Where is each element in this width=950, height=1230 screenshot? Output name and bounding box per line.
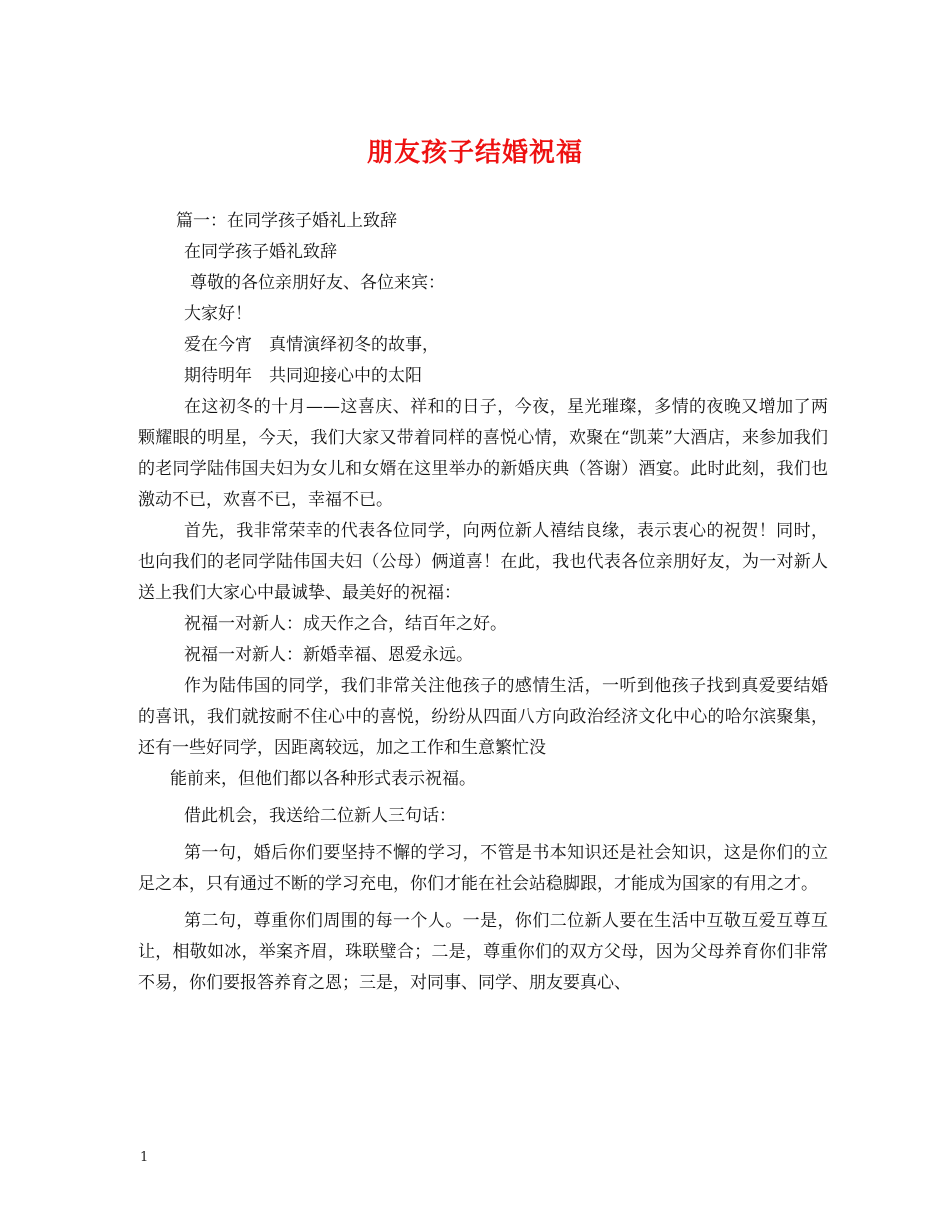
body-paragraph: 作为陆伟国的同学，我们非常关注他孩子的感情生活，一听到他孩子找到真爱要结婚的喜讯，我们就按耐不住心中的喜悦，纷纷从四面八方向政治经济文化中心的哈尔滨聚集，还有一些好同学，因距离较远，加之工作和生意繁忙没 <box>138 676 828 758</box>
document-body <box>138 206 828 999</box>
body-paragraph: 在这初冬的十月——这喜庆、祥和的日子，今夜，星光璀璨，多情的夜晚又增加了两颗耀眼的明星，今天，我们大家又带着同样的喜悦心情，欢聚在“凯莱”大酒店，来参加我们的老同学陆伟国夫妇为女儿和女婿在这里举办的新婚庆典（答谢）酒宴。此时此刻，我们也激动不已，欢喜不已，幸福不已。 <box>138 397 828 510</box>
document-title: 朋友孩子结婚祝福 <box>366 138 583 168</box>
body-paragraph: 首先，我非常荣幸的代表各位同学，向两位新人禧结良缘，表示衷心的祝贺！同时，也向我们的老同学陆伟国夫妇（公母）俩道喜！在此，我也代表各位亲朋好友，为一对新人送上我们大家心中最诚挚、最美好的祝福： <box>138 521 828 603</box>
salutation: 尊敬的各位亲朋好友、各位来宾： <box>190 273 445 293</box>
body-paragraph: 第二句，尊重你们周围的每一个人。一是，你们二位新人要在生活中互敬互爱互尊互让，相敬如冰，举案齐眉，珠联璧合；二是，尊重你们的双方父母，因为父母养育你们非常不易，你们要报答养育之恩；三是，对同事、同学、朋友要真心、 <box>138 911 828 993</box>
greeting: 大家好！ <box>184 304 252 324</box>
body-paragraph: 借此机会，我送给二位新人三句话： <box>184 806 456 826</box>
page-number: 1 <box>140 1150 149 1165</box>
speech-title: 在同学孩子婚礼致辞 <box>184 242 337 262</box>
section-heading: 篇一：在同学孩子婚礼上致辞 <box>176 211 397 231</box>
body-paragraph: 第一句，婚后你们要坚持不懈的学习，不管是书本知识还是社会知识，这是你们的立足之本，只有通过不断的学习充电，你们才能在社会站稳脚跟，才能成为国家的有用之才。 <box>138 843 828 894</box>
body-paragraph-continuation: 能前来，但他们都以各种形式表示祝福。 <box>170 769 476 789</box>
verse-line: 爱在今宵 真情演绎初冬的故事， <box>184 335 439 355</box>
blessing-line: 祝福一对新人：新婚幸福、恩爱永远。 <box>184 645 473 665</box>
blessing-line: 祝福一对新人：成天作之合，结百年之好。 <box>184 614 507 634</box>
verse-line: 期待明年 共同迎接心中的太阳 <box>184 366 422 386</box>
